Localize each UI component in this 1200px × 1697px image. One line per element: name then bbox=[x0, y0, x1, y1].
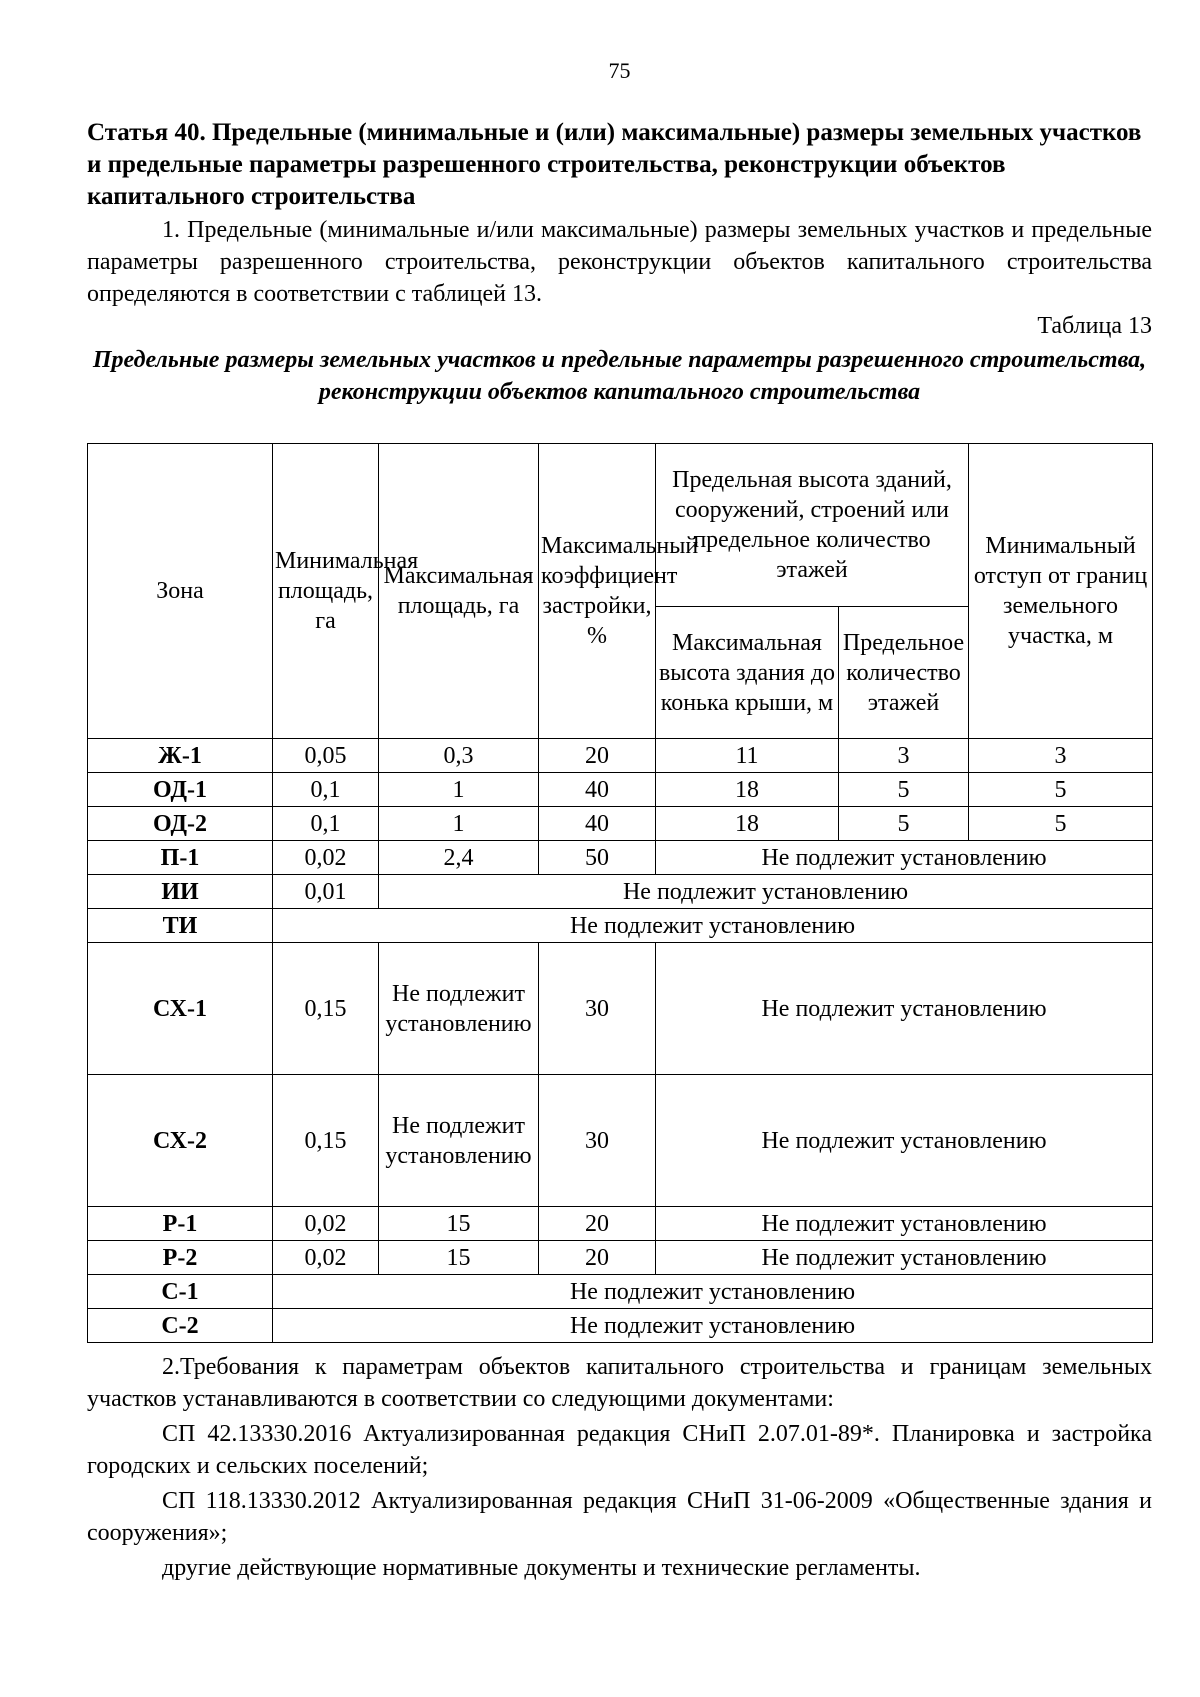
cell-zone: ТИ bbox=[88, 909, 273, 943]
cell-coef: 20 bbox=[539, 1207, 656, 1241]
paragraph-5: другие действующие нормативные документы и технические регламенты. bbox=[162, 1555, 921, 1581]
article-heading: Статья 40. Предельные (минимальные и (или) максимальные) размеры земельных участков и предельные параметры разрешенного строительства, реконструкции объектов капитального строительства bbox=[87, 119, 1142, 210]
cell-max-area: Не подлежит установлению bbox=[379, 943, 539, 1075]
paragraph-4: СП 118.13330.2012 Актуализированная редакция СНиП 31-06-2009 «Общественные здания и сооружения»; bbox=[87, 1488, 1152, 1546]
header-min-offset: Минимальный отступ от границ земельного участка, м bbox=[969, 444, 1153, 739]
paragraph-1: 1. Предельные (минимальные и/или максимальные) размеры земельных участков и предельные параметры разрешенного строительства, реконструкции объектов капитального строительства определяются в соответствии с таблицей 13. bbox=[87, 217, 1152, 307]
cell-zone: Ж-1 bbox=[88, 739, 273, 773]
cell-min-area: 0,05 bbox=[273, 739, 379, 773]
cell-not-applicable: Не подлежит установлению bbox=[379, 875, 1153, 909]
table-row bbox=[88, 943, 1153, 1075]
header-zone: Зона bbox=[88, 444, 273, 739]
cell-not-applicable: Не подлежит установлению bbox=[273, 1309, 1153, 1343]
cell-not-applicable: Не подлежит установлению bbox=[656, 841, 1153, 875]
cell-min-area: 0,01 bbox=[273, 875, 379, 909]
cell-min-area: 0,1 bbox=[273, 773, 379, 807]
table-row bbox=[88, 909, 1153, 943]
paragraph-3: СП 42.13330.2016 Актуализированная редакция СНиП 2.07.01-89*. Планировка и застройка городских и сельских поселений; bbox=[87, 1421, 1152, 1479]
cell-zone: СХ-1 bbox=[88, 943, 273, 1075]
cell-coef: 50 bbox=[539, 841, 656, 875]
cell-max-area: 0,3 bbox=[379, 739, 539, 773]
cell-max-area: Не подлежит установлению bbox=[379, 1075, 539, 1207]
table-row bbox=[88, 841, 1153, 875]
cell-height: 11 bbox=[656, 739, 839, 773]
cell-min-area: 0,1 bbox=[273, 807, 379, 841]
header-height-group: Предельная высота зданий, сооружений, строений или предельное количество этажей bbox=[656, 444, 969, 607]
table-label: Таблица 13 bbox=[1037, 313, 1152, 339]
cell-zone: СХ-2 bbox=[88, 1075, 273, 1207]
cell-min-area: 0,15 bbox=[273, 943, 379, 1075]
cell-coef: 40 bbox=[539, 807, 656, 841]
cell-not-applicable: Не подлежит установлению bbox=[273, 1275, 1153, 1309]
page-number: 75 bbox=[608, 58, 631, 83]
cell-not-applicable: Не подлежит установлению bbox=[273, 909, 1153, 943]
table-row bbox=[88, 773, 1153, 807]
table-row bbox=[88, 1207, 1153, 1241]
table-row bbox=[88, 1309, 1153, 1343]
cell-not-applicable: Не подлежит установлению bbox=[656, 943, 1153, 1075]
cell-zone: ИИ bbox=[88, 875, 273, 909]
table-caption: Предельные размеры земельных участков и предельные параметры разрешенного строительства, реконструкции объектов капитального строительства bbox=[92, 347, 1147, 405]
cell-zone: С-1 bbox=[88, 1275, 273, 1309]
cell-not-applicable: Не подлежит установлению bbox=[656, 1207, 1153, 1241]
cell-offset: 3 bbox=[969, 739, 1153, 773]
cell-min-area: 0,15 bbox=[273, 1075, 379, 1207]
cell-coef: 30 bbox=[539, 943, 656, 1075]
cell-height: 18 bbox=[656, 773, 839, 807]
header-max-height: Максимальная высота здания до конька крыши, м bbox=[656, 607, 839, 739]
header-min-area: Минимальная площадь, га bbox=[273, 444, 379, 739]
cell-zone: ОД-1 bbox=[88, 773, 273, 807]
cell-max-area: 15 bbox=[379, 1241, 539, 1275]
cell-not-applicable: Не подлежит установлению bbox=[656, 1075, 1153, 1207]
table-row bbox=[88, 875, 1153, 909]
cell-zone: Р-2 bbox=[88, 1241, 273, 1275]
cell-zone: Р-1 bbox=[88, 1207, 273, 1241]
cell-height: 18 bbox=[656, 807, 839, 841]
header-max-area: Максимальная площадь, га bbox=[379, 444, 539, 739]
cell-coef: 30 bbox=[539, 1075, 656, 1207]
parameters-table bbox=[87, 443, 1153, 1343]
cell-floors: 5 bbox=[839, 807, 969, 841]
table-row bbox=[88, 1275, 1153, 1309]
cell-zone: ОД-2 bbox=[88, 807, 273, 841]
header-floors: Предельное количество этажей bbox=[839, 607, 969, 739]
cell-floors: 5 bbox=[839, 773, 969, 807]
paragraph-2: 2.Требования к параметрам объектов капитального строительства и границам земельных участков устанавливаются в соответствии со следующими документами: bbox=[87, 1354, 1152, 1412]
cell-max-area: 15 bbox=[379, 1207, 539, 1241]
cell-zone: С-2 bbox=[88, 1309, 273, 1343]
cell-min-area: 0,02 bbox=[273, 841, 379, 875]
cell-zone: П-1 bbox=[88, 841, 273, 875]
table-row bbox=[88, 1075, 1153, 1207]
cell-min-area: 0,02 bbox=[273, 1241, 379, 1275]
cell-floors: 3 bbox=[839, 739, 969, 773]
cell-min-area: 0,02 bbox=[273, 1207, 379, 1241]
cell-max-area: 1 bbox=[379, 807, 539, 841]
cell-coef: 20 bbox=[539, 1241, 656, 1275]
header-max-coef: Максимальный коэффициент застройки, % bbox=[539, 444, 656, 739]
cell-offset: 5 bbox=[969, 773, 1153, 807]
cell-not-applicable: Не подлежит установлению bbox=[656, 1241, 1153, 1275]
cell-coef: 20 bbox=[539, 739, 656, 773]
cell-coef: 40 bbox=[539, 773, 656, 807]
table-row bbox=[88, 1241, 1153, 1275]
cell-max-area: 1 bbox=[379, 773, 539, 807]
cell-offset: 5 bbox=[969, 807, 1153, 841]
table-row bbox=[88, 739, 1153, 773]
cell-max-area: 2,4 bbox=[379, 841, 539, 875]
table-row bbox=[88, 807, 1153, 841]
